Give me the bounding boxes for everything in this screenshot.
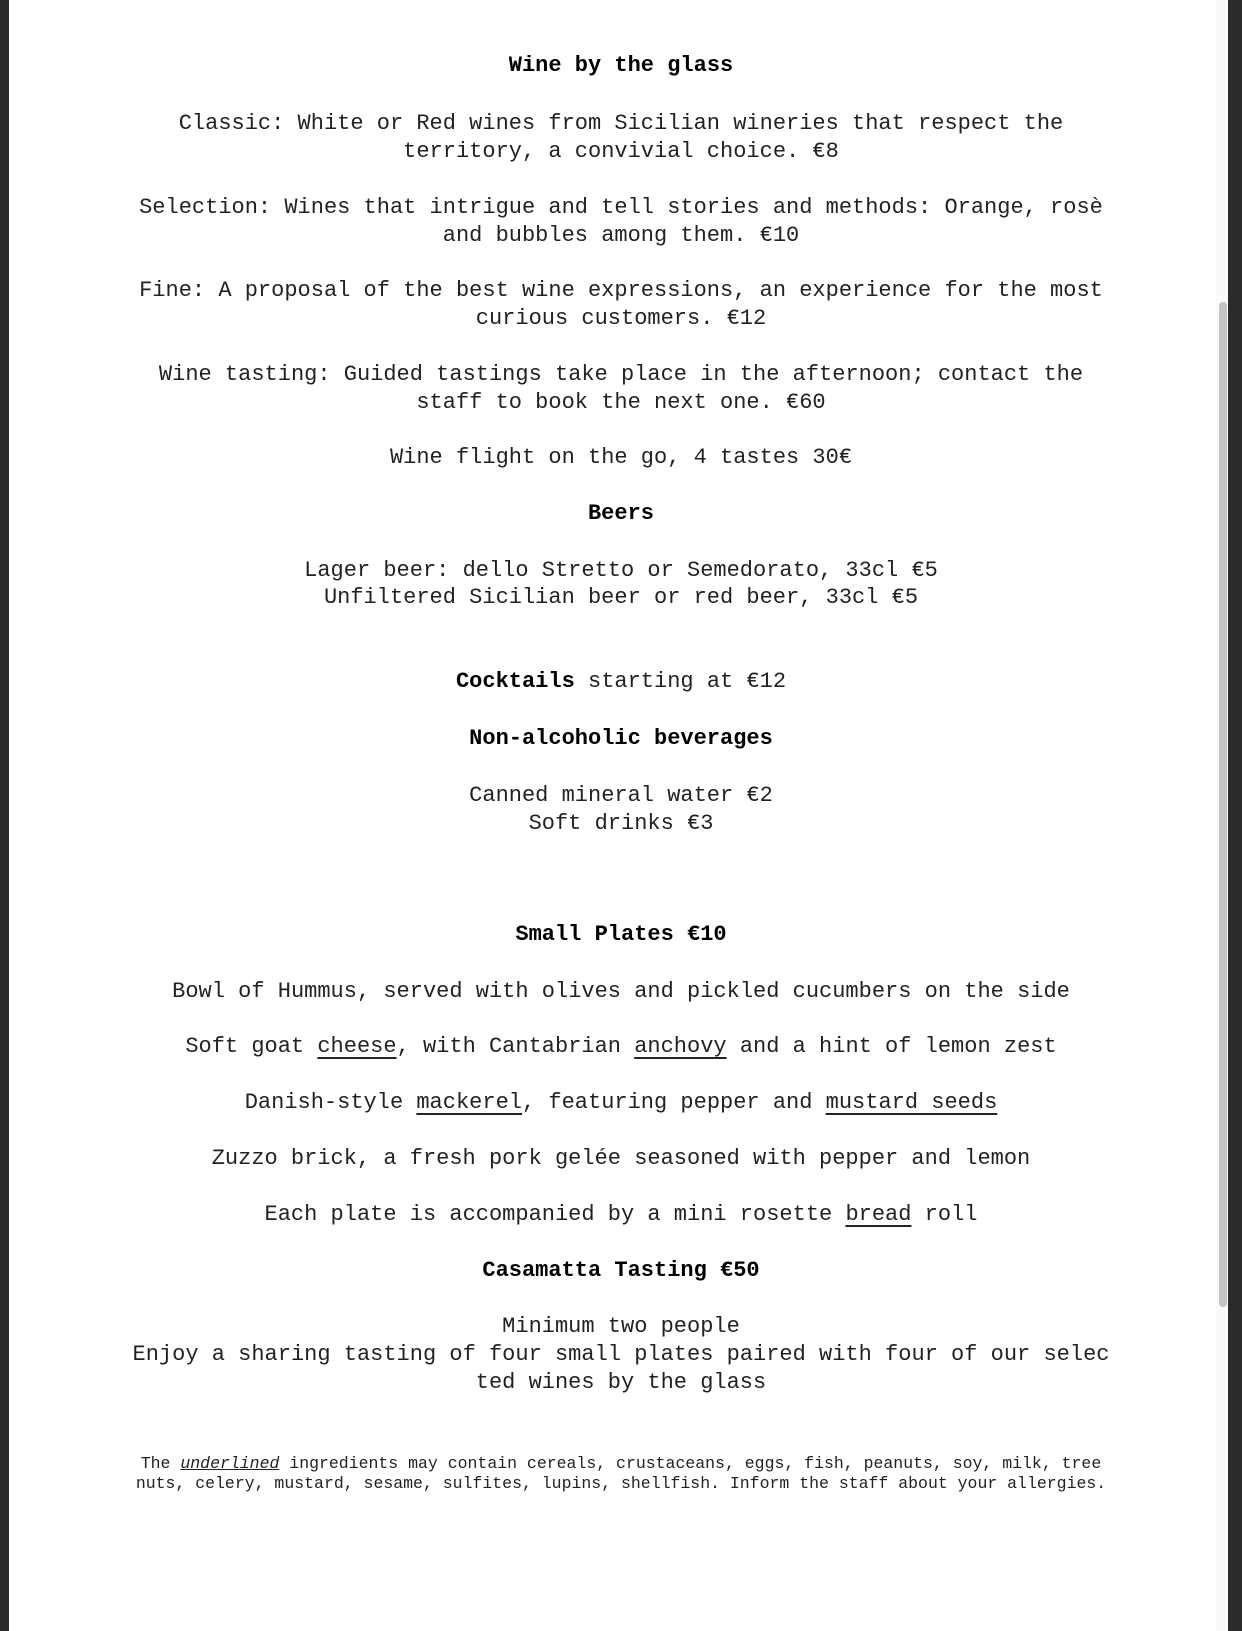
menu-page (9, 0, 1233, 1631)
allergen-mustard-seeds: mustard seeds (825, 1090, 998, 1115)
soft-drinks: Soft drinks €3 (528, 811, 714, 836)
plate-goat-text-c: , with Cantabrian (396, 1034, 635, 1059)
tasting-desc-line-1: Enjoy a sharing tasting of four small plates paired with four of our selec (132, 1342, 1110, 1367)
wine-classic-line-1: Classic: White or Red wines from Sicilian wineries that respect the (178, 111, 1064, 136)
wine-selection-line-1: Selection: Wines that intrigue and tell stories and methods: Orange, rosè (139, 195, 1103, 220)
wine-fine-line-1: Fine: A proposal of the best wine expressions, an experience for the most (139, 278, 1103, 303)
plate-mackerel (9, 1089, 1233, 1117)
plate-mackerel-text-c: , featuring pepper and (521, 1090, 826, 1115)
allergen-bread: bread (845, 1202, 912, 1227)
allergen-note-text-c: ingredients may contain cereals, crustaceans, eggs, fish, peanuts, soy, milk, tree (279, 1454, 1102, 1473)
cocktails-line (9, 668, 1233, 696)
plate-goat-text-a: Soft goat (185, 1034, 318, 1059)
plate-bread-text-a: Each plate is accompanied by a mini rosette (264, 1202, 846, 1227)
plate-bread-text-c: roll (911, 1202, 978, 1227)
tasting-section-title: Casamatta Tasting €50 (482, 1258, 760, 1283)
cocktails-price: starting at €12 (574, 669, 787, 694)
wine-classic-line-2: territory, a convivial choice. €8 (403, 139, 839, 164)
beer-unfiltered: Unfiltered Sicilian beer or red beer, 33cl €5 (323, 585, 919, 610)
allergen-cheese: cheese (317, 1034, 397, 1059)
plate-goat-text-e: and a hint of lemon zest (726, 1034, 1057, 1059)
tasting-minimum: Minimum two people (502, 1314, 740, 1339)
allergen-note-underlined: underlined (180, 1454, 280, 1473)
allergen-note-line-1 (9, 1454, 1233, 1474)
plate-zuzzo: Zuzzo brick, a fresh pork gelée seasoned with pepper and lemon (211, 1146, 1031, 1171)
plate-mackerel-text-a: Danish-style (244, 1090, 417, 1115)
cocktails-title: Cocktails (455, 669, 575, 694)
non-alcoholic-section-title: Non-alcoholic beverages (469, 726, 773, 751)
small-plates-section-title: Small Plates €10 (515, 922, 727, 947)
wine-tasting-line-1: Wine tasting: Guided tastings take place in the afternoon; contact the (158, 362, 1084, 387)
allergen-note-text-a: The (140, 1454, 181, 1473)
beer-lager: Lager beer: dello Stretto or Semedorato, 33cl €5 (304, 558, 938, 583)
wine-flight: Wine flight on the go, 4 tastes 30€ (389, 445, 853, 470)
wine-selection-line-2: and bubbles among them. €10 (442, 223, 800, 248)
plate-goat-cheese (9, 1033, 1233, 1061)
left-window-edge (0, 0, 9, 1631)
allergen-anchovy: anchovy (634, 1034, 727, 1059)
wine-fine-line-2: curious customers. €12 (475, 306, 767, 331)
plate-bread-note (9, 1201, 1233, 1229)
plate-hummus: Bowl of Hummus, served with olives and pickled cucumbers on the side (172, 979, 1070, 1004)
allergen-note-line-2: nuts, celery, mustard, sesame, sulfites, lupins, shellfish. Inform the staff about your allergies. (135, 1474, 1107, 1493)
mineral-water: Canned mineral water €2 (469, 783, 773, 808)
allergen-mackerel: mackerel (416, 1090, 522, 1115)
wine-section-title: Wine by the glass (508, 53, 734, 78)
beers-section-title: Beers (587, 501, 654, 526)
tasting-desc-line-2: ted wines by the glass (475, 1370, 767, 1395)
wine-tasting-line-2: staff to book the next one. €60 (416, 390, 826, 415)
